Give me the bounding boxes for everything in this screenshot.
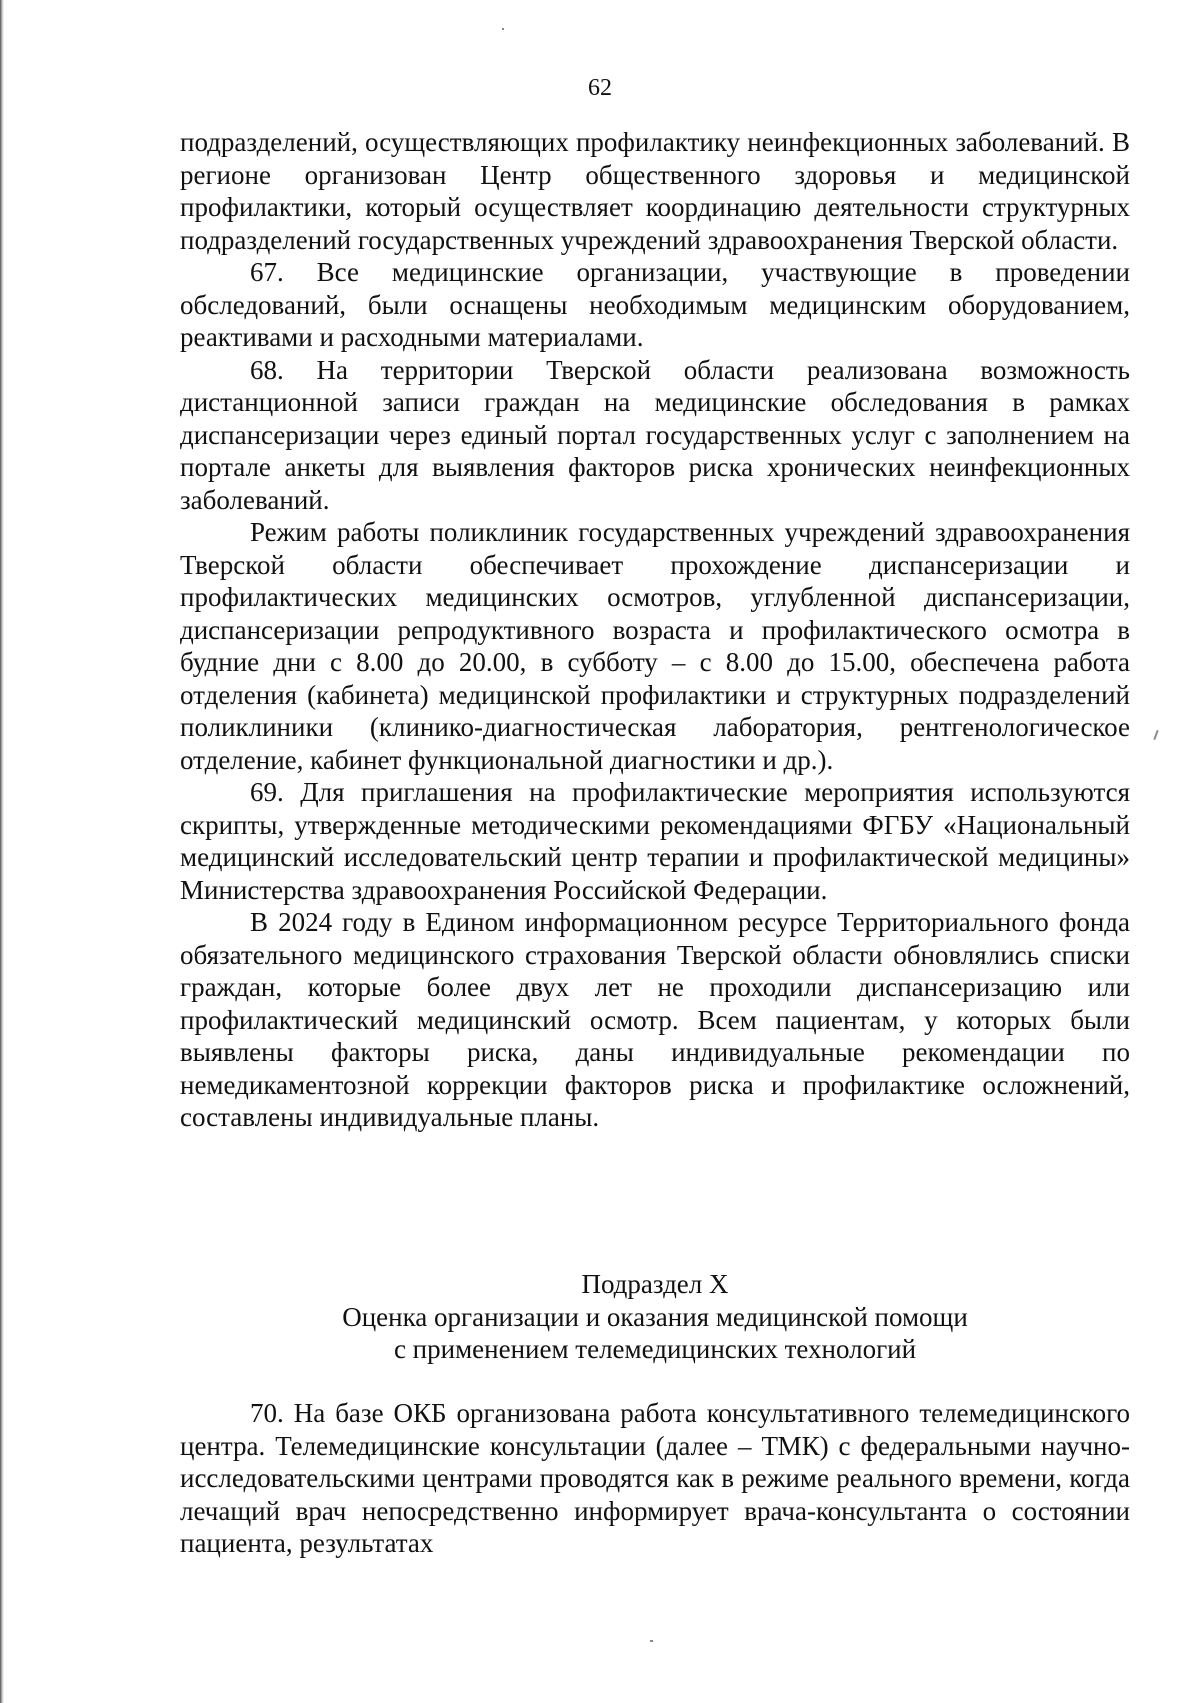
- subsection-title-line-2: с применением телемедицинских технологий: [393, 1334, 917, 1364]
- body-text-top: [180, 126, 1130, 1134]
- paragraph-70: 70. На базе ОКБ организована работа консультативного телемедицинского центра. Телемедицинские консультации (далее – ТМК) с федеральными научно-исследовательскими центрами проводятся как в режиме реального времени, когда лечащий врач непосредственно информирует врача-консультанта о состоянии пациента, результатах: [180, 1398, 1130, 1558]
- subsection-label: Подраздел X: [581, 1269, 729, 1299]
- scan-speck: [502, 28, 504, 30]
- scan-speck: [1153, 730, 1158, 740]
- paragraph: В 2024 году в Едином информационном ресурсе Территориального фонда обязательного медицинского страхования Тверской области обновлялись списки граждан, которые более двух лет не проходили диспансеризацию или профилактический медицинский осмотр. Всем пациентам, у которых были выявлены факторы риска, даны индивидуальные рекомендации по немедикаментозной коррекции факторов риска и профилактике осложнений, составлены индивидуальные планы.: [180, 907, 1130, 1132]
- paragraph: Режим работы поликлиник государственных учреждений здравоохранения Тверской области обеспечивает прохождение диспансеризации и профилактических медицинских осмотров, углубленной диспансеризации, диспансеризации репродуктивного возраста и профилактического осмотра в будние дни с 8.00 до 20.00, в субботу – с 8.00 до 15.00, обеспечена работа отделения (кабинета) медицинской профилактики и структурных подразделений поликлиники (клинико-диагностическая лаборатория, рентгенологическое отделение, кабинет функциональной диагностики и др.).: [180, 517, 1130, 775]
- scan-speck: [650, 1640, 653, 1642]
- paragraph: подразделений, осуществляющих профилактику неинфекционных заболеваний. В регионе организован Центр общественного здоровья и медицинской профилактики, который осуществляет координацию деятельности структурных подразделений государственных учреждений здравоохранения Тверской области.: [180, 127, 1130, 255]
- scan-edge: [0, 0, 4, 1703]
- subsection-heading: [180, 1268, 1130, 1366]
- subsection-title-line-1: Оценка организации и оказания медицинской помощи: [342, 1301, 968, 1332]
- page-number: 62: [588, 75, 612, 101]
- body-text-bottom: [180, 1397, 1130, 1560]
- paragraph-68: 68. На территории Тверской области реализована возможность дистанционной записи граждан на медицинские обследования в рамках диспансеризации через единый портал государственных услуг с заполнением на портале анкеты для выявления факторов риска хронических неинфекционных заболеваний.: [180, 354, 1130, 515]
- paragraph-69: 69. Для приглашения на профилактические мероприятия используются скрипты, утвержденные методическими рекомендациями ФГБУ «Национальный медицинский исследовательский центр терапии и профилактической медицины» Министерства здравоохранения Российской Федерации.: [180, 777, 1130, 905]
- paragraph-67: 67. Все медицинские организации, участвующие в проведении обследований, были оснащены необходимым медицинским оборудованием, реактивами и расходными материалами.: [180, 257, 1130, 352]
